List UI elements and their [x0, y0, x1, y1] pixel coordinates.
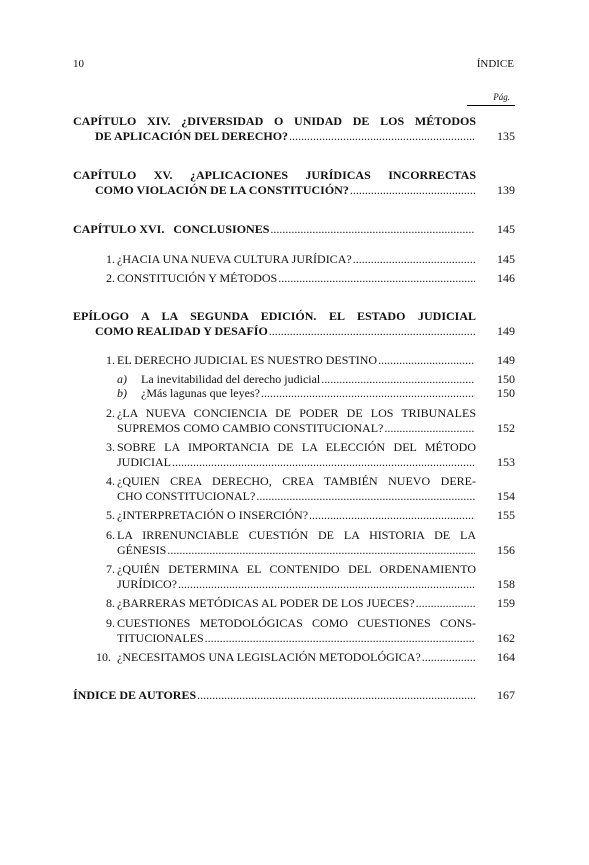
toc-entry-epilogue-2[interactable]: [106, 406, 515, 435]
entry-title-line: GÉNESIS: [117, 542, 167, 557]
entry-title-line: CUESTIONES METODOLÓGICAS COMO CUESTIONES CONS-: [117, 616, 476, 630]
entry-page-number: 145: [497, 252, 515, 266]
dot-leader: [422, 650, 475, 665]
entry-page-number: 146: [497, 271, 515, 285]
entry-page-number: 158: [497, 576, 515, 591]
entry-page-number: 152: [497, 420, 515, 435]
entry-page-number: 156: [497, 542, 515, 557]
entry-title-line: CAPÍTULO XIV. ¿DIVERSIDAD O UNIDAD DE LOS MÉTODOS: [73, 114, 476, 128]
dot-leader: [261, 387, 475, 401]
dot-leader: [172, 455, 475, 470]
entry-title-line: ¿QUIÉN DETERMINA EL CONTENIDO DEL ORDENAMIENTO: [117, 562, 476, 576]
entry-number: 4.: [106, 474, 115, 488]
entry-number: 2.: [106, 406, 115, 420]
entry-title-line: ¿INTERPRETACIÓN O INSERCIÓN?: [117, 508, 309, 522]
entry-page-number: 145: [497, 222, 515, 236]
toc-entry-epilogue[interactable]: [73, 309, 515, 338]
entry-number: 8.: [106, 596, 115, 610]
dot-leader: [178, 577, 475, 592]
entry-page-number: 155: [497, 508, 515, 522]
dot-leader: [256, 489, 475, 504]
dot-leader: [350, 183, 475, 198]
toc-entry-epilogue-8[interactable]: [106, 596, 515, 611]
entry-title-line: ¿QUIEN CREA DERECHO, CREA TAMBIÉN NUEVO DERE-: [117, 474, 476, 488]
entry-page-number: 153: [497, 454, 515, 469]
running-head: ÍNDICE: [476, 58, 514, 70]
entry-title-line: EPÍLOGO A LA SEGUNDA EDICIÓN. EL ESTADO JUDICIAL: [73, 309, 476, 323]
entry-number: 6.: [106, 528, 115, 542]
toc-entry-chapter-15[interactable]: [73, 168, 515, 197]
entry-number: 2.: [106, 271, 115, 285]
dot-leader: [270, 222, 475, 237]
entry-page-number: 150: [497, 372, 515, 386]
toc-entry-16-1[interactable]: [106, 252, 515, 267]
entry-number: 7.: [106, 562, 115, 576]
entry-page-number: 135: [497, 128, 515, 143]
page-column-rule: [467, 105, 515, 106]
dot-leader: [384, 421, 475, 436]
toc-entry-author-index[interactable]: [73, 688, 515, 703]
toc-entry-epilogue-3[interactable]: [106, 440, 515, 469]
entry-title-line: ¿BARRERAS METÓDICAS AL PODER DE LOS JUECES?: [117, 596, 415, 610]
entry-title-line: COMO REALIDAD Y DESAFÍO: [95, 323, 268, 338]
toc-entry-epilogue-1[interactable]: [106, 353, 515, 368]
entry-page-number: 149: [497, 323, 515, 338]
entry-title-line: LA IRRENUNCIABLE CUESTIÓN DE LA HISTORIA DE LA: [117, 528, 476, 542]
dot-leader: [167, 543, 475, 558]
toc-entry-epilogue-5[interactable]: [106, 508, 515, 523]
dot-leader: [289, 129, 475, 144]
subentry-letter: b): [117, 386, 127, 400]
entry-title-line: EL DERECHO JUDICIAL ES NUESTRO DESTINO: [117, 353, 378, 367]
entry-title-line: SOBRE LA IMPORTANCIA DE LA ELECCIÓN DEL MÉTODO: [117, 440, 476, 454]
entry-title-line: ¿NECESITAMOS UNA LEGISLACIÓN METODOLÓGICA?: [117, 650, 421, 664]
entry-title-line: CAPÍTULO XV. ¿APLICACIONES JURÍDICAS INCORRECTAS: [73, 168, 476, 182]
toc-entry-epilogue-6[interactable]: [106, 528, 515, 557]
toc-entry-epilogue-10[interactable]: [96, 650, 515, 665]
toc-entry-epilogue-7[interactable]: [106, 562, 515, 591]
entry-page-number: 162: [497, 630, 515, 645]
entry-title-line: ¿LA NUEVA CONCIENCIA DE PODER DE LOS TRIBUNALES: [117, 406, 476, 420]
toc-subentry-b[interactable]: [117, 387, 515, 401]
dot-leader: [269, 324, 475, 339]
page-column-label: Pág.: [493, 92, 510, 102]
entry-page-number: 149: [497, 353, 515, 367]
entry-page-number: 167: [497, 688, 515, 702]
entry-title-line: TITUCIONALES: [117, 630, 204, 645]
entry-number: 3.: [106, 440, 115, 454]
toc-entry-epilogue-9[interactable]: [106, 616, 515, 645]
entry-page-number: 139: [497, 182, 515, 197]
toc-entry-chapter-14[interactable]: [73, 114, 515, 143]
entry-page-number: 154: [497, 488, 515, 503]
dot-leader: [416, 596, 475, 611]
dot-leader: [353, 252, 475, 267]
subentry-letter: a): [117, 372, 127, 386]
entry-page-number: 150: [497, 386, 515, 400]
entry-title-line: CHO CONSTITUCIONAL?: [117, 488, 256, 503]
entry-number: 1.: [106, 353, 115, 367]
entry-title-line: COMO VIOLACIÓN DE LA CONSTITUCIÓN?: [95, 182, 349, 197]
entry-title-line: SUPREMOS COMO CAMBIO CONSTITUCIONAL?: [117, 420, 384, 435]
dot-leader: [205, 631, 475, 646]
toc-subentry-a[interactable]: [117, 373, 515, 387]
entry-page-number: 164: [497, 650, 515, 664]
dot-leader: [278, 271, 475, 286]
entry-number: 1.: [106, 252, 115, 266]
dot-leader: [321, 373, 475, 387]
entry-title-line: ¿Más lagunas que leyes?: [141, 386, 260, 400]
entry-title-line: JUDICIAL: [117, 454, 171, 469]
entry-title-line: CAPÍTULO XVI. CONCLUSIONES: [73, 222, 270, 236]
dot-leader: [197, 688, 475, 703]
toc-entry-16-2[interactable]: [106, 271, 515, 286]
toc-entry-chapter-16[interactable]: [73, 222, 515, 237]
entry-title-line: JURÍDICO?: [117, 576, 177, 591]
dot-leader: [309, 508, 475, 523]
entry-title-line: CONSTITUCIÓN Y MÉTODOS: [117, 271, 278, 285]
entry-page-number: 159: [497, 596, 515, 610]
entry-title-line: ¿HACIA UNA NUEVA CULTURA JURÍDICA?: [117, 252, 352, 266]
entry-number: 5.: [106, 508, 115, 522]
entry-title-line: DE APLICACIÓN DEL DERECHO?: [95, 128, 289, 143]
toc-entry-epilogue-4[interactable]: [106, 474, 515, 503]
page-number: 10: [73, 58, 84, 70]
entry-title-line: La inevitabilidad del derecho judicial: [141, 372, 321, 386]
entry-number: 10.: [96, 650, 111, 664]
entry-title-line: ÍNDICE DE AUTORES: [73, 688, 197, 702]
entry-number: 9.: [106, 616, 115, 630]
dot-leader: [378, 353, 475, 368]
